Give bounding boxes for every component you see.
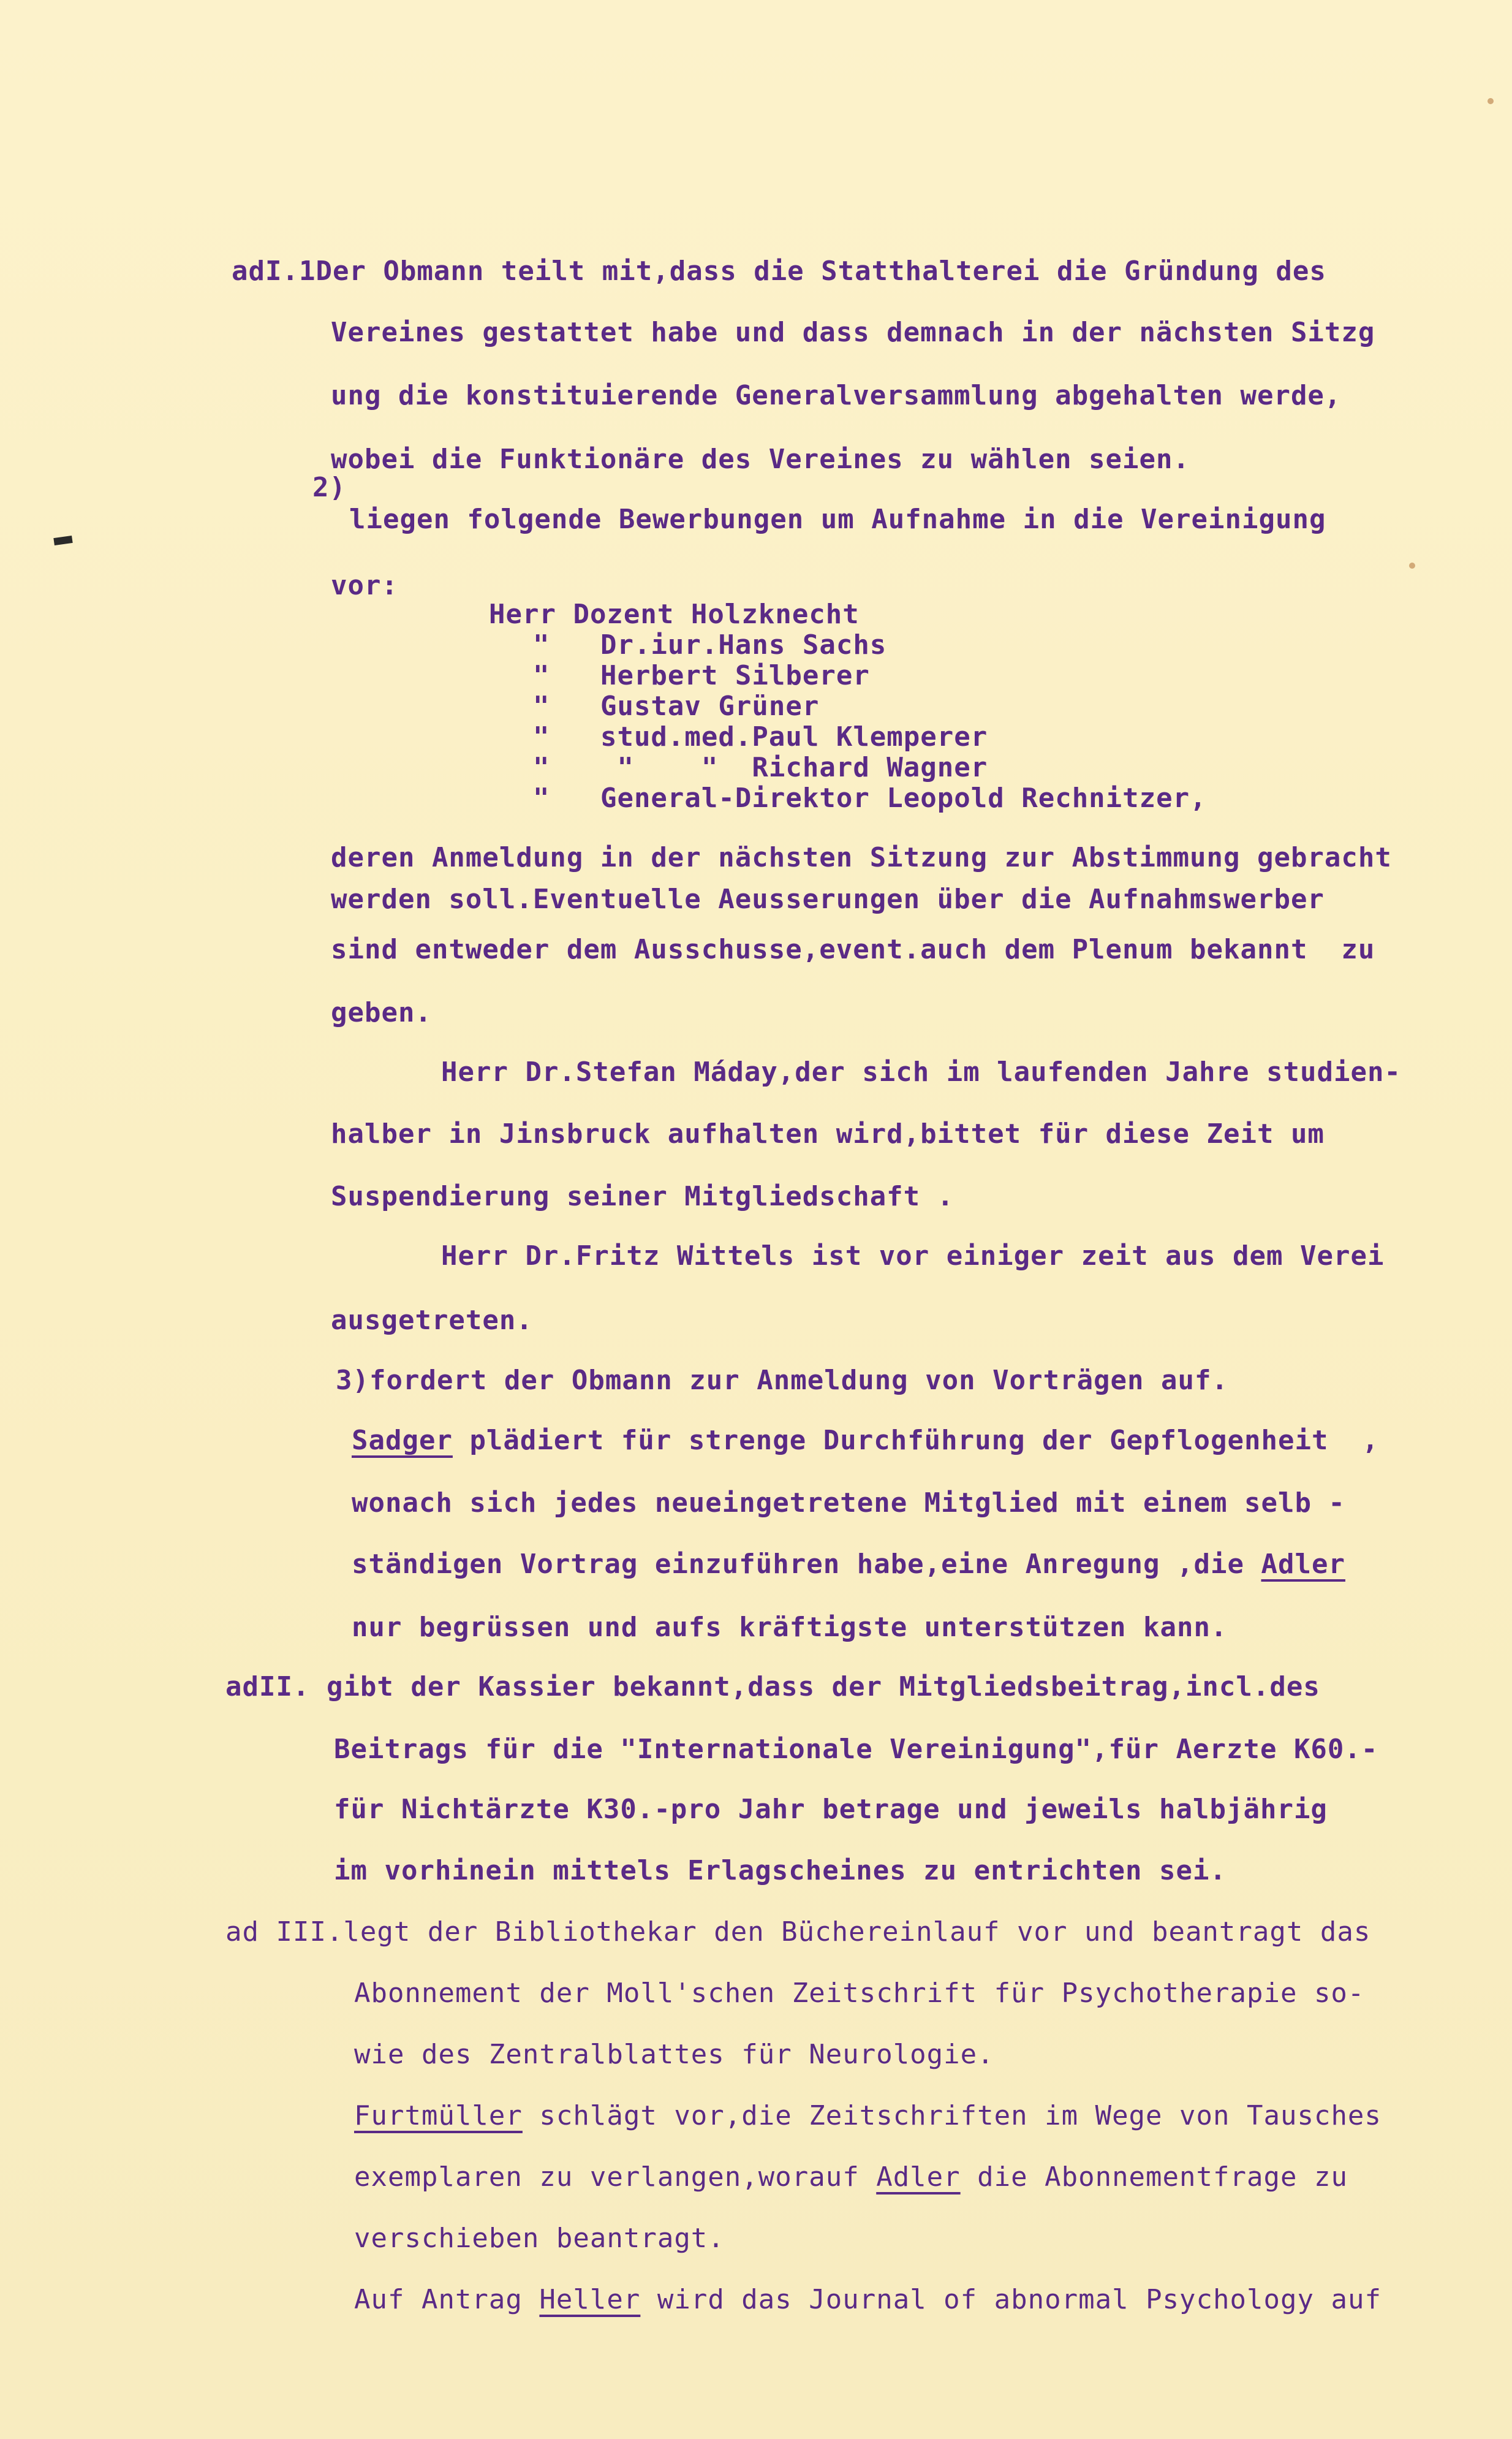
- paper-stain: [1487, 98, 1494, 104]
- text-line: sind entweder dem Ausschusse,event.auch dem Plenum bekannt zu: [331, 934, 1375, 965]
- speaker-name: Sadger: [352, 1425, 453, 1456]
- margin-mark: [53, 536, 72, 545]
- text-line: Sadger plädiert für strenge Durchführung der Gepflogenheit ,: [352, 1425, 1379, 1456]
- paper-stain: [1409, 563, 1415, 569]
- text-line: " " " Richard Wagner: [533, 752, 988, 783]
- text-line: Herr Dozent Holzknecht: [489, 599, 860, 630]
- text-line: wonach sich jedes neueingetretene Mitglied mit einem selb -: [352, 1487, 1345, 1519]
- text-line: wobei die Funktionäre des Vereines zu wählen seien.: [331, 444, 1190, 475]
- text-line: Herr Dr.Fritz Wittels ist vor einiger zeit aus dem Verei: [441, 1240, 1385, 1272]
- text-line: " Herbert Silberer: [533, 660, 870, 691]
- text-line: Abonnement der Moll'schen Zeitschrift für Psychotherapie so-: [354, 1978, 1365, 2009]
- text-line: ausgetreten.: [331, 1305, 533, 1336]
- text-line: nur begrüssen und aufs kräftigste unterstützen kann.: [352, 1612, 1228, 1643]
- text-line: Vereines gestattet habe und dass demnach in der nächsten Sitzg: [331, 317, 1375, 348]
- text-line: deren Anmeldung in der nächsten Sitzung zur Abstimmung gebracht: [331, 842, 1392, 873]
- text-line: " stud.med.Paul Klemperer: [533, 721, 988, 753]
- text-line: 2): [312, 472, 346, 503]
- text-line: geben.: [331, 997, 432, 1028]
- text-line: adI.1Der Obmann teilt mit,dass die Statthalterei die Gründung des: [232, 256, 1326, 287]
- text-line: wie des Zentralblattes für Neurologie.: [354, 2039, 994, 2070]
- speaker-name: Adler: [876, 2161, 961, 2193]
- text-line: " Dr.iur.Hans Sachs: [533, 629, 887, 661]
- text-line: Herr Dr.Stefan Máday,der sich im laufenden Jahre studien-: [441, 1056, 1401, 1088]
- text-line: im vorhinein mittels Erlagscheines zu entrichten sei.: [334, 1855, 1227, 1886]
- speaker-name: Adler: [1261, 1549, 1345, 1580]
- speaker-name: Heller: [539, 2284, 641, 2315]
- text-line: Furtmüller schlägt vor,die Zeitschriften im Wege von Tausches: [354, 2100, 1382, 2131]
- text-line: für Nichtärzte K30.-pro Jahr betrage und jeweils halbjährig: [334, 1794, 1328, 1825]
- text-line: verschieben beantragt.: [354, 2223, 725, 2254]
- text-line: werden soll.Eventuelle Aeusserungen über die Aufnahmswerber: [331, 884, 1325, 915]
- text-line: liegen folgende Bewerbungen um Aufnahme in die Vereinigung: [349, 504, 1326, 535]
- text-line: Auf Antrag Heller wird das Journal of abnormal Psychology auf: [354, 2284, 1382, 2315]
- text-line: Beitrags für die "Internationale Vereinigung",für Aerzte K60.-: [334, 1734, 1378, 1765]
- text-line: Suspendierung seiner Mitgliedschaft .: [331, 1181, 954, 1212]
- text-line: " Gustav Grüner: [533, 691, 820, 722]
- text-line: ung die konstituierende Generalversammlung abgehalten werde,: [331, 380, 1342, 411]
- text-line: halber in Jinsbruck aufhalten wird,bittet für diese Zeit um: [331, 1118, 1325, 1150]
- text-line: 3)fordert der Obmann zur Anmeldung von Vorträgen auf.: [336, 1365, 1228, 1396]
- text-line: exemplaren zu verlangen,worauf Adler die Abonnementfrage zu: [354, 2161, 1348, 2193]
- speaker-name: Furtmüller: [354, 2100, 523, 2131]
- text-line: adII. gibt der Kassier bekannt,dass der Mitgliedsbeitrag,incl.des: [225, 1671, 1320, 1702]
- text-line: ad III.legt der Bibliothekar den Büchereinlauf vor und beantragt das: [225, 1916, 1371, 1948]
- text-line: " General-Direktor Leopold Rechnitzer,: [533, 783, 1207, 814]
- text-line: vor:: [331, 570, 398, 601]
- text-line: ständigen Vortrag einzuführen habe,eine Anregung ,die Adler: [352, 1549, 1345, 1580]
